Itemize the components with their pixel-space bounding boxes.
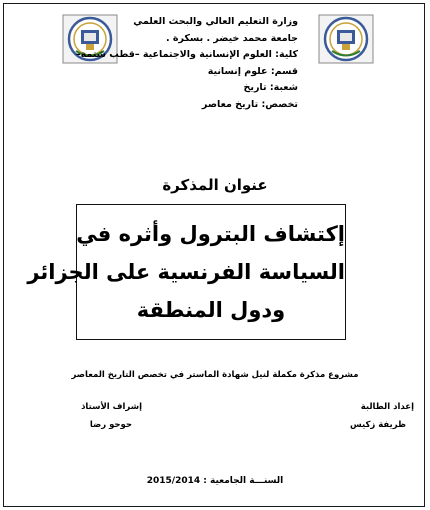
department-line: قسم: علوم إنسانية bbox=[207, 65, 298, 77]
university-logo-right bbox=[318, 14, 374, 64]
project-note: مشروع مذكرة مكملة لنيل شهادة الماستر في تخصص التاريخ المعاصر bbox=[71, 370, 359, 380]
supervisor-name: حوحو رضا bbox=[89, 420, 132, 430]
memo-title-label: عنوان المذكرة bbox=[162, 176, 268, 194]
thesis-title-box bbox=[27, 204, 346, 340]
student-name: ظريفة زكيس bbox=[349, 420, 406, 430]
thesis-title-line-1: إكتشاف البترول وأثره في bbox=[76, 222, 345, 246]
faculty-line: كلية: العلوم الإنسانية والاجتماعية –قطب شتمة– bbox=[75, 49, 298, 60]
academic-year: السنـــة الجامعية : 2015/2014 bbox=[146, 476, 284, 486]
university-line: جامعة محمد خيضر . بسكرة . bbox=[165, 32, 298, 44]
student-label: إعداد الطالبة bbox=[360, 402, 414, 412]
thesis-title-line-3: ودول المنطقة bbox=[136, 298, 286, 322]
supervisor-label: إشراف الأستاذ bbox=[81, 402, 142, 412]
ministry-line: وزارة التعليم العالي والبحث العلمي bbox=[133, 16, 298, 27]
branch-line: شعبة: تاريخ bbox=[243, 82, 298, 93]
institution-header bbox=[68, 14, 298, 113]
thesis-title-line-2: السياسة الفرنسية على الجزائر bbox=[27, 260, 345, 284]
specialty-line: تخصص: تاريخ معاصر bbox=[201, 98, 298, 110]
